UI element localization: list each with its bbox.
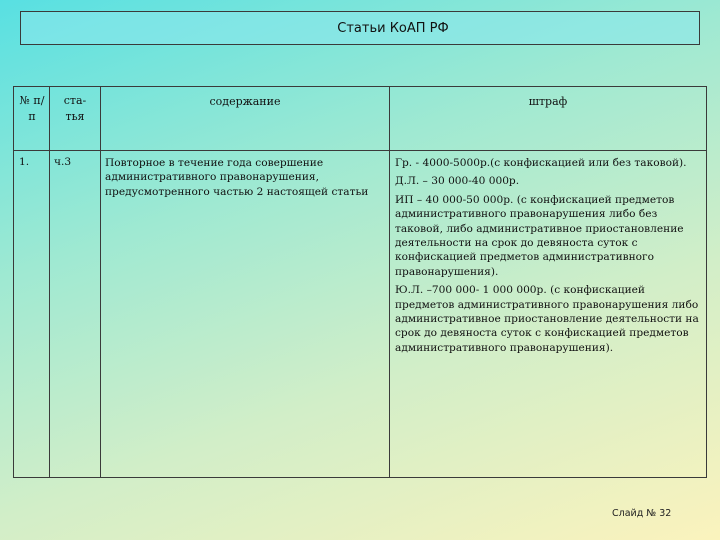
row-content: Повторное в течение года совершение административного правонарушения, предусмотренного частью 2 настоящей статьи	[105, 157, 369, 198]
header-content: содержание	[209, 95, 281, 108]
column-divider-3	[389, 87, 390, 477]
row-fine	[395, 156, 703, 359]
title-box	[20, 11, 700, 45]
row-article: ч.3	[54, 156, 72, 168]
row-num: 1.	[19, 156, 30, 168]
fine-citizens: Гр. - 4000-5000р.(с конфискацией или без таковой).	[395, 157, 687, 169]
column-divider-2	[100, 87, 101, 477]
slide-title: Статьи КоАП РФ	[337, 20, 449, 36]
column-divider-1	[49, 87, 50, 477]
fine-entrepreneurs: ИП – 40 000-50 000р. (с конфискацией предметов административного правонарушения либо без таковой, либо административное приостановление деятельности на срок до девяноста суток с конфискацией предметов административного правонарушения).	[395, 193, 684, 278]
articles-table	[13, 86, 707, 478]
fine-officials: Д.Л. – 30 000-40 000р.	[395, 175, 520, 188]
header-fine: штраф	[528, 95, 568, 108]
header-row-divider	[14, 150, 706, 151]
slide-number: Слайд № 32	[612, 508, 672, 519]
header-num: № п/п	[19, 94, 45, 123]
header-article: ста- тья	[63, 94, 87, 123]
fine-legal-entities: Ю.Л. –700 000- 1 000 000р. (с конфискацией предметов административного правонарушения либо административное приостановление деятельности на срок до девяноста суток с конфискацией предметов административного правонарушения).	[395, 284, 699, 354]
